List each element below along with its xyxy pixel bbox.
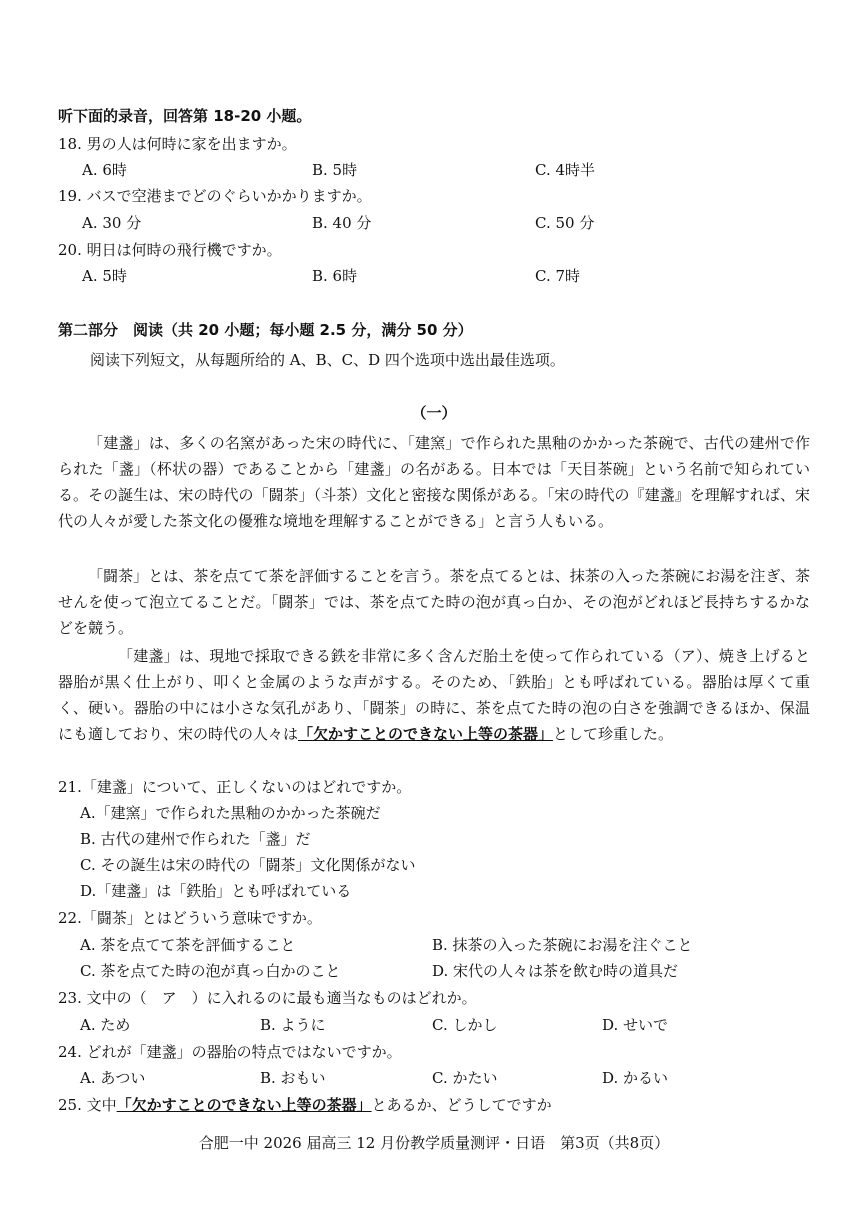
q22-option-a: A. 茶を点てて茶を評価すること	[80, 936, 296, 954]
q24-option-a: A. あつい	[80, 1069, 146, 1087]
q24-option-b: B. おもい	[260, 1069, 326, 1087]
q20-option-b: B. 6時	[312, 267, 358, 285]
page-footer: 合肥一中 2026 届高三 12 月份教学质量测评・日语 第3页（共8页）	[198, 1134, 670, 1152]
q25-prefix: 25. 文中	[58, 1096, 117, 1114]
passage-number: （一）	[411, 404, 457, 422]
passage-paragraph-2: 「闘茶」とは、茶を点てて茶を評価することを言う。茶を点てるとは、抹茶の入った茶碗にお湯を注ぎ、茶せんを使って泡立てることだ。「闘茶」では、茶を点てた時の泡が真っ白か、その泡がどれほど長持ちするかなどを競う。	[58, 567, 810, 637]
question-22: 22.「闘茶」とはどういう意味ですか。	[58, 909, 322, 927]
question-19: 19. バスで空港までどのぐらいかかりますか。	[58, 187, 372, 205]
question-25	[58, 1095, 552, 1115]
paragraph-3-text: 「建盞」は、現地で採取できる鉄を非常に多く含んだ胎土を使って作られている（ア）、焼き上げると器胎が黒く仕上がり、叩くと金属のような声がする。そのため、「鉄胎」とも呼ばれている。器胎は厚くて重く、硬い。器胎の中には小さな気孔があり、「闘茶」の時に、茶を点てた時の泡の白さを強調できるほか、保温にも適しており、宋の時代の人々は	[58, 647, 810, 743]
question-20: 20. 明日は何時の飛行機ですか。	[58, 241, 282, 259]
passage-paragraph-1: 「建盞」は、多くの名窯があった宋の時代に、「建窯」で作られた黒釉のかかった茶碗で、古代の建州で作られた「盞」（杯状の器）であることから「建盞」の名がある。日本では「天目茶碗」という名前で知られている。その誕生は、宋の時代の「闘茶」（斗茶）文化と密接な関係がある。「宋の時代の『建盞』を理解すれば、宋代の人々が愛した茶文化の優雅な境地を理解することができる」と言う人もいる。	[58, 434, 810, 530]
q21-option-b: B. 古代の建州で作られた「盞」だ	[80, 830, 311, 848]
q23-option-c: C. しかし	[432, 1016, 498, 1034]
q18-option-a: A. 6時	[82, 161, 127, 179]
q24-option-d: D. かるい	[602, 1069, 669, 1087]
passage-paragraph-3	[58, 643, 810, 747]
q20-option-c: C. 7時	[535, 267, 581, 285]
question-21: 21.「建盞」について、正しくないのはどれですか。	[58, 778, 412, 796]
q21-option-c: C. その誕生は宋の時代の「闘茶」文化関係がない	[80, 856, 416, 874]
listening-intro: 听下面的录音，回答第 18-20 小题。	[58, 107, 312, 125]
paragraph-3-ending: として珍重した。	[553, 725, 674, 743]
q20-option-a: A. 5時	[82, 267, 127, 285]
q23-option-d: D. せいで	[602, 1016, 669, 1034]
question-18: 18. 男の人は何時に家を出ますか。	[58, 135, 297, 153]
q21-option-d: D.「建盞」は「鉄胎」とも呼ばれている	[80, 882, 352, 900]
q19-option-a: A. 30 分	[82, 214, 142, 232]
q21-option-a: A.「建窯」で作られた黒釉のかかった茶碗だ	[80, 804, 381, 822]
question-23: 23. 文中の（ ア ）に入れるのに最も適当なものはどれか。	[58, 989, 477, 1007]
q19-option-b: B. 40 分	[312, 214, 372, 232]
underlined-phrase: 「欠かすことのできない上等の茶器」	[298, 725, 554, 743]
q18-option-c: C. 4時半	[535, 161, 596, 179]
q24-option-c: C. かたい	[432, 1069, 498, 1087]
q22-option-b: B. 抹茶の入った茶碗にお湯を注ぐこと	[432, 936, 693, 954]
q25-underlined-phrase: 「欠かすことのできない上等の茶器」	[116, 1096, 372, 1114]
q22-option-c: C. 茶を点てた時の泡が真っ白かのこと	[80, 962, 341, 980]
section2-instruction: 阅读下列短文，从每题所给的 A、B、C、D 四个选项中选出最佳选项。	[90, 351, 565, 369]
question-24: 24. どれが「建盞」の器胎の特点ではないですか。	[58, 1043, 402, 1061]
section2-title: 第二部分 阅读（共 20 小题；每小题 2.5 分，满分 50 分）	[58, 321, 473, 339]
q23-option-a: A. ため	[80, 1016, 131, 1034]
q19-option-c: C. 50 分	[535, 214, 595, 232]
q23-option-b: B. ように	[260, 1016, 326, 1034]
q18-option-b: B. 5時	[312, 161, 358, 179]
q22-option-d: D. 宋代の人々は茶を飲む時の道具だ	[432, 962, 679, 980]
q25-suffix: とあるか、どうしてですか	[371, 1096, 552, 1114]
